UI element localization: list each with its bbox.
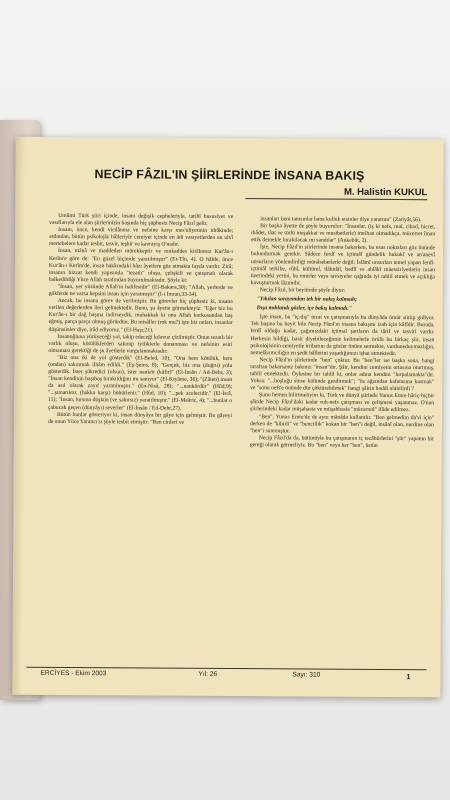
quote-line: Dışa mıhlandı gözler, içe bakış kalmadı." bbox=[256, 305, 352, 312]
footer-year: Yıl: 26 bbox=[198, 670, 218, 678]
article-author: M. Halistin KUKUL bbox=[343, 186, 428, 199]
magazine-page bbox=[12, 137, 443, 698]
paragraph: "Biz ona iki de yol gösterdik" (El-Beled, 10); "Ona hem kötülük, hem (ondan) sakınmak ilhâm edildi." (Eş-Şems, 8); "Gerçek, biz ona (doğru) yolu gösterdik. İster şükredici (olsun), ister nankör (kâfir)" (El-İnsân / Ad-Dehr, 3); "İnsan kendinin başıboş bırakıldığını mı sanıyor" (El-Kıyâme, 36); "(Zâten) insan da asıl olarak zayıf yaratılmıştır." (En-Nisâ, 28); "...nankördür" (Hûd,9); "...şımarıktır, (hakka karşı) böbürlenir." (Hûd, 10); "...pek acelecidir." (El-İsrâ, 11); "İnsan, hırsına düşkün (ve sabırsız) yaratılmıştır." (El-Meâric, 4); "...bunlar o çabucak geçen (dünyâyı) severler" (El-İnsân / Ed-Dehr,27). bbox=[48, 354, 233, 412]
paragraph: Necip Fâzıl'da da, bütünüyle bu çatışmanın iç tezâhürlerini "şiir" yapanın bir gereği olarak görmeliyiz. Bu "ben" veya her "ben", üstün bbox=[249, 435, 434, 449]
paragraph: Şunu hemen bilirtmeliyim ki, Türk ve dünyâ şiirinde Yunus Emre hâriç-hiçbir şâirde Necip Fâzıl'daki kadar ruh-nefs çatışması ve çelişmesi yaşanmaz. O'nun şiirlerindeki kadar müşahasta ve müşahhasla "mücerred" ifâde edilmez. bbox=[250, 392, 435, 414]
quote-line: "Yıkılan sarayımdan tek bir nakış kalmadı; bbox=[256, 296, 357, 303]
paragraph: İnsanoğluna yürüyeceği yol, takip edeceği kılavuz çizilmiştir. Onun tezatlı bir varlık oluşu, kötülüklerden sakınıp iyiliklerle donanması ve nefsinin esiri olmaması gerektiği de şu âyetlerle vurgulanmaktadır: bbox=[48, 333, 233, 355]
paragraph: "Ben", Yunus Emre'de de aynı mânâda kullanılır. "Ben gelmedim da'vi için" derken de "kibirli" ve "bencillik" kokan bir "ben"i değil, insânî olan, nurdine olan "ben"i sunmuştur. bbox=[249, 413, 435, 435]
paragraph: Bütün bunlar gösteriyor ki, insan dünyâya bir gâye için gelmiştir. Bu gâyeyi de onun Yüce Yaratıcı'sı şöyle tesbit etmiştir: "Ben cinleri ve bbox=[47, 411, 233, 426]
paragraph: İşte insan, bu "iç-dış" tezat ve çatışmasıyla bu dünyâda ömür sürüp gidiyor. Tek başına bu beyit bile Necip Fâzıl'ın insana bakışını izah için kâfîdir. Burada, ferdî olduğu kadar, çağımızdaki içtimaî şartların da târif ve tasviri vardır. Herkesin bildiği, basit diyebileceğimiz kelimelerle örülü bu birkaç şiir, insan psikolojisinin cemiyetle irtibatını da gözler önüne sermekte, vurduneduymazlığın, nemelâzımcılığın en şedit hâllerini yaşadığımızı işhat etmektedir. bbox=[250, 314, 435, 357]
paragraph: İnsanı, önce, kendi vicdânına ve nefsine karşı mes'uliyetinin idrâkinde; ardından, bütün psikolojik hâlleriyle cemiyet içinde en âdi vasıyetlerden en ulvî mertebelere kadar tesbit, tasvir, teşhir ve kavrayış O'nadır. bbox=[49, 227, 234, 249]
paragraph: Necip Fâzıl, bir beyitinde şöyle diyor: bbox=[259, 287, 345, 294]
paragraph: Umûmi Türk şiiri içinde, insanı değişik cepheleriyle, tarihî hususiyet ve vasıflarıyla ele alan şiirlerinizin başında hiç şüphesiz Necip Fâzıl gelir. bbox=[49, 212, 234, 227]
footer-issue: ERCİYES - Ekim 2003 bbox=[40, 669, 107, 678]
page-number: 1 bbox=[406, 672, 411, 682]
footer-number: Sayı: 310 bbox=[292, 671, 321, 679]
paragraph: İnsan, mânâ ve maddeden mürekkeptir ve mukaddes kitâbımız Kur'ân-ı Kerîm'e göre de: "En güzel biçimde yaratılmıştır" (Et-Tîn, 4). O hâlde, önce Kur'ân-ı Kerîm'de, insan hakkındaki bâzı âyetlere göz atmakta fayda vardır. Zirâ; insanın bizzat kendi yapısında "tezatlı" oluşu, çelişkili ve çatışmalı olarak halkedildiği Yüce Allah tarafından buyurulmaktadır. Şöyle ki: bbox=[48, 248, 234, 284]
right-text-column bbox=[250, 216, 435, 450]
left-text-column bbox=[48, 213, 233, 427]
paragraph: Necip Fâzıl'ın şiirlerinde "ben" çoktur. Bu "ben"ler ise başka sona, hangi taraftan bakarsanız bakınız "insan"dır. Şâir, kendini cemiyetin ortasına oturtmuş, tahlil etmektedir. Öylesine bir tahlil ki, onlar adına kendini "hırpalamakta"dır. Yoksa: "...boşluğu sinse külünde gezdirmek"; "öz ağzından kafatasına kusmak" ve "sonu nefs'e önünde dür çöktürebilmek" hangi şâirin haddi olabilirdi ? bbox=[250, 356, 435, 393]
paragraph: İşte, Necip Fâzıl'ın şiirlerinde insana bakarken, bu esas noktaları göz önünde bulundurmak gerekir. Sâdece ferdî ve içtimâî gündelik hukukî ve an'anevî unsurların yönlendirdiği münâsebetlerle değil; İslâmî unsurları temel yapan ferdî-içtimâî terkibe, rûhî, kültürel, ilâhidâl, bedîî ve ahlâkî müessiriyetlerin insan üzerindeki yerini, bu emirler veya tavsiyeler ışığında iyi tahlil etmek ve açıklığa kavuşturmak lâzımdır. bbox=[250, 244, 436, 287]
author-underline bbox=[245, 198, 427, 200]
paragraph: "İnsan, yer yüzünde Allah'ın halifesidir" (El-Bakara,30); "Allah, yerlerde ve göklerde ne varsa hepsini insan için yaratmıştır" (İ-i İmran,33-34). bbox=[48, 283, 233, 298]
paragraph: insanları beni tanısınlar bana kulluk etsinler diye yarattım" (Zariyât,56). bbox=[260, 216, 422, 224]
page-gutter-shadow bbox=[12, 137, 25, 695]
paragraph: Ancak, bu insana görev de verilmiştir. Bu görevler hiç şüphesiz ki, insana verilen değerlerden ileri gelmektedir. Bunu, şu âyette görmekteyiz: "Eğer biz bu Kur'ân-ı bir dağ başına indirseydik, muhakkak ki onu Allah korkusundan baş eğmiş, parça parça olmuş görürdün. Bu misâller (rok mu?) işte biz onları, insanlar düşünsünler diye, irâd ediyoruz." (El-Haşr,21). bbox=[48, 298, 233, 334]
article-title: NECİP FÂZIL'IN ŞİİRLERİNDE İNSANA BAKIŞ bbox=[94, 167, 365, 183]
paragraph: Bir başka âyette de şöyle buyurulur: "İnsanlar, (iş ki nefs, mal, cihad, hicret, ibâdet, tâat ve türlü meşakkat ve musibetlerle) imtihan olmadıkça, mücerret îman ettik demekle bırakılacak mı sandılar" (Ankebût, 2). bbox=[251, 223, 436, 245]
